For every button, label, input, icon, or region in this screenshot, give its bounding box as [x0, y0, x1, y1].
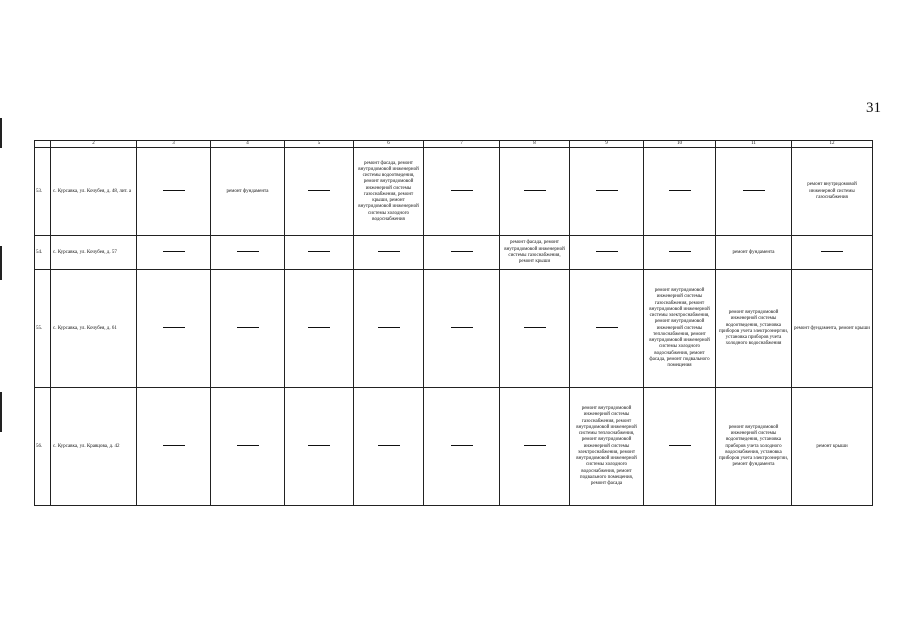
empty-dash-cell [211, 270, 285, 388]
table-row [35, 236, 873, 270]
work-types-cell: ремонт внутридомовой инженерной системы газоснабжения, ремонт внутридомовой инженерной системы теплоснабжения, ремонт внутридомовой инженерной системы электроснабжения, ремонт внутридомовой инженерной системы холодного водоснабжения, ремонт подвального помещения, ремонт фасада [570, 388, 644, 506]
empty-dash-cell [500, 388, 570, 506]
dash-mark [163, 251, 185, 252]
empty-dash-cell [211, 236, 285, 270]
empty-dash-cell [285, 236, 354, 270]
dash-mark [163, 190, 185, 191]
column-header: 9 [570, 141, 644, 148]
column-header: 2 [51, 141, 137, 148]
empty-dash-cell [354, 236, 424, 270]
dash-mark [163, 445, 185, 446]
column-header: 5 [285, 141, 354, 148]
work-types-cell: ремонт внутридомовой инженерной системы газоснабжения, ремонт внутридомовой инженерной системы электроснабжения, ремонт внутридомовой инженерной системы теплоснабжения, ремонт внутридомовой инженерной системы холодного водоснабжения, ремонт фасада, ремонт подвального помещения [644, 270, 716, 388]
scan-edge-mark [0, 246, 2, 280]
column-header: 4 [211, 141, 285, 148]
work-types-cell: ремонт фундамента [716, 236, 792, 270]
dash-mark [308, 190, 330, 191]
work-types-cell: ремонт крыши [792, 388, 873, 506]
column-header [35, 141, 51, 148]
column-header: 7 [424, 141, 500, 148]
dash-mark [237, 445, 259, 446]
dash-mark [821, 251, 843, 252]
dash-mark [308, 445, 330, 446]
work-types-cell: ремонт фундамента, ремонт крыши [792, 270, 873, 388]
page-number: 31 [866, 100, 881, 116]
work-types-cell: ремонт фасада, ремонт внутридомовой инженерной системы водоотведения, ремонт внутридомовой инженерной системы газоснабжения, ремонт крыши, ремонт внутридомовой инженерной системы холодного водоснабжения [354, 148, 424, 236]
empty-dash-cell [570, 236, 644, 270]
dash-mark [378, 445, 400, 446]
dash-mark [524, 190, 546, 191]
dash-mark [524, 445, 546, 446]
row-number: 54. [35, 236, 51, 270]
empty-dash-cell [644, 148, 716, 236]
dash-mark [237, 327, 259, 328]
empty-dash-cell [424, 236, 500, 270]
empty-dash-cell [354, 270, 424, 388]
dash-mark [451, 190, 473, 191]
row-number: 55. [35, 270, 51, 388]
column-header: 11 [716, 141, 792, 148]
empty-dash-cell [137, 236, 211, 270]
dash-mark [451, 327, 473, 328]
empty-dash-cell [354, 388, 424, 506]
empty-dash-cell [500, 148, 570, 236]
empty-dash-cell [137, 270, 211, 388]
empty-dash-cell [424, 388, 500, 506]
dash-mark [378, 251, 400, 252]
dash-mark [524, 327, 546, 328]
scan-edge-mark [0, 392, 2, 432]
work-types-cell: ремонт внутридомовой инженерной системы водоотведения, установка приборов учета холодного водоснабжения, установка приборов учета электроэнергии, ремонт фундамента [716, 388, 792, 506]
work-types-cell: ремонт внутридомовой инженерной системы водоотведения, установка приборов учета электроэнергии, установка приборов учета холодного водоснабжения [716, 270, 792, 388]
dash-mark [163, 327, 185, 328]
row-number: 53. [35, 148, 51, 236]
empty-dash-cell [285, 148, 354, 236]
table-row [35, 388, 873, 506]
repair-works-table [34, 140, 873, 506]
empty-dash-cell [716, 148, 792, 236]
empty-dash-cell [644, 388, 716, 506]
empty-dash-cell [500, 270, 570, 388]
column-header: 3 [137, 141, 211, 148]
column-header: 12 [792, 141, 873, 148]
column-header: 10 [644, 141, 716, 148]
empty-dash-cell [644, 236, 716, 270]
table-body [35, 148, 873, 506]
dash-mark [308, 327, 330, 328]
empty-dash-cell [424, 148, 500, 236]
scan-edge-mark [0, 118, 2, 148]
address-cell: с. Курсавка, ул. Кравцова, д. 42 [51, 388, 137, 506]
work-types-cell: ремонт фасада, ремонт внутридомовой инженерной системы газоснабжения, ремонт крыши [500, 236, 570, 270]
empty-dash-cell [211, 388, 285, 506]
work-types-cell: ремонт фундамента [211, 148, 285, 236]
dash-mark [669, 190, 691, 191]
empty-dash-cell [137, 388, 211, 506]
column-header: 8 [500, 141, 570, 148]
dash-mark [596, 327, 618, 328]
address-cell: с. Курсавка, ул. Кочубея, д. 48, лит. а [51, 148, 137, 236]
empty-dash-cell [570, 148, 644, 236]
empty-dash-cell [424, 270, 500, 388]
empty-dash-cell [792, 236, 873, 270]
dash-mark [237, 251, 259, 252]
table-row [35, 148, 873, 236]
dash-mark [378, 327, 400, 328]
address-cell: с. Курсавка, ул. Кочубея, д. 61 [51, 270, 137, 388]
column-number-row [35, 141, 873, 148]
dash-mark [743, 190, 765, 191]
empty-dash-cell [285, 270, 354, 388]
table-row [35, 270, 873, 388]
dash-mark [669, 445, 691, 446]
dash-mark [596, 251, 618, 252]
dash-mark [669, 251, 691, 252]
empty-dash-cell [285, 388, 354, 506]
work-types-cell: ремонт внутридомовой инженерной системы газоснабжения [792, 148, 873, 236]
dash-mark [308, 251, 330, 252]
empty-dash-cell [137, 148, 211, 236]
dash-mark [451, 445, 473, 446]
address-cell: с. Курсавка, ул. Кочубея, д. 57 [51, 236, 137, 270]
row-number: 56. [35, 388, 51, 506]
column-header: 6 [354, 141, 424, 148]
dash-mark [596, 190, 618, 191]
empty-dash-cell [570, 270, 644, 388]
dash-mark [451, 251, 473, 252]
